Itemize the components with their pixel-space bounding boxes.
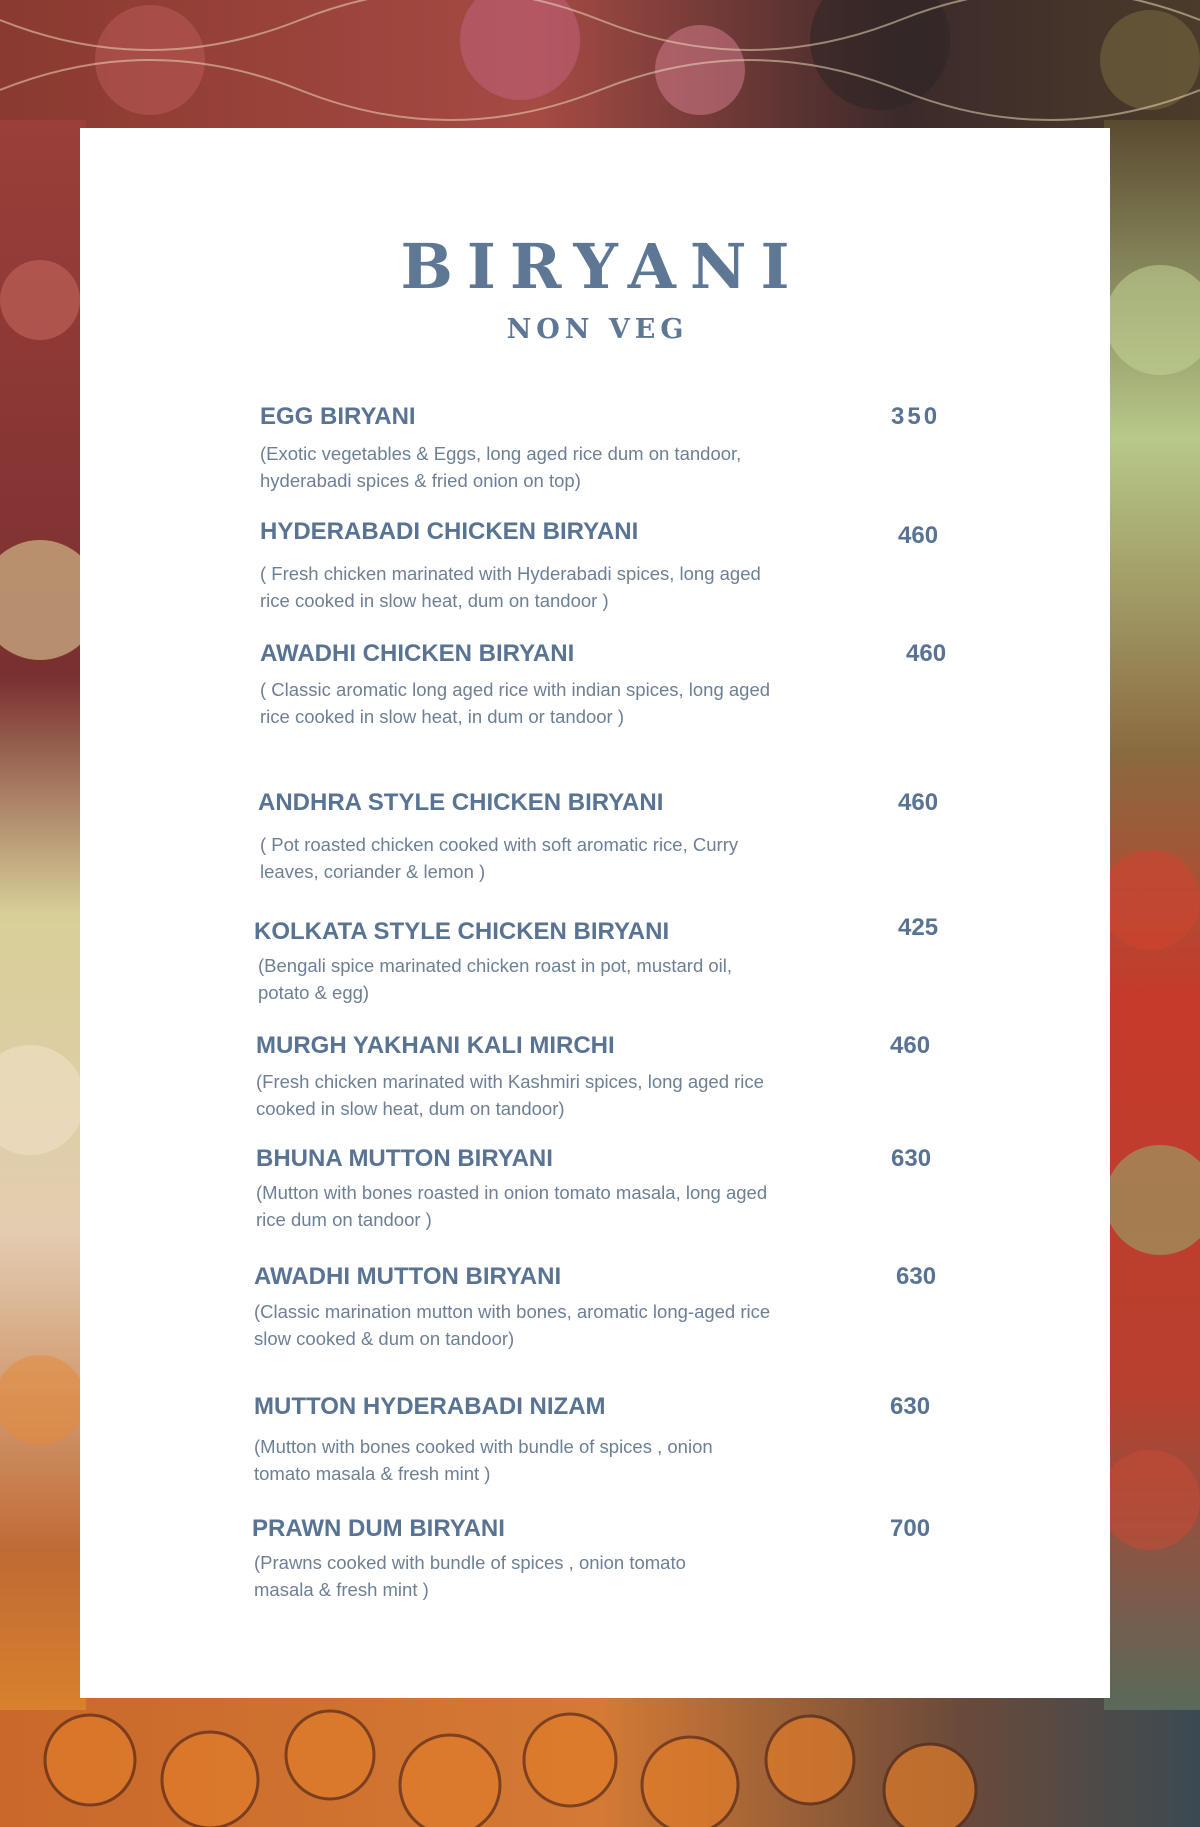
item-name: EGG BIRYANI (260, 403, 416, 430)
item-description: (Bengali spice marinated chicken roast in pot, mustard oil, potato & egg) (258, 955, 733, 1003)
item-price: 630 (896, 1263, 937, 1290)
item-name: PRAWN DUM BIRYANI (252, 1515, 505, 1542)
item-description: (Mutton with bones cooked with bundle of spices , onion tomato masala & fresh mint ) (254, 1436, 713, 1484)
item-price: 700 (890, 1515, 931, 1542)
item-name: AWADHI CHICKEN BIRYANI (260, 640, 575, 667)
item-price: 460 (898, 789, 939, 816)
menu-subtitle: NON VEG (506, 314, 689, 345)
menu-item-hyderabadi-chicken-biryani (80, 518, 1110, 658)
item-name: ANDHRA STYLE CHICKEN BIRYANI (258, 789, 664, 816)
menu-item-mutton-hyderabadi-nizam (80, 1393, 1110, 1533)
menu-title: BIRYANI (400, 230, 804, 303)
item-description: (Fresh chicken marinated with Kashmiri spices, long aged rice cooked in slow heat, dum on tandoor) (256, 1071, 764, 1119)
item-description: (Prawns cooked with bundle of spices , onion tomato masala & fresh mint ) (254, 1552, 686, 1600)
menu-item-awadhi-chicken-biryani (80, 640, 1110, 780)
item-price: 460 (890, 1032, 931, 1059)
item-price: 350 (891, 403, 941, 430)
menu-item-awadhi-mutton-biryani (80, 1263, 1110, 1403)
item-price: 425 (898, 914, 939, 941)
item-name: BHUNA MUTTON BIRYANI (256, 1145, 553, 1172)
item-name: HYDERABADI CHICKEN BIRYANI (260, 518, 639, 545)
menu-item-andhra-style-chicken-biryani (80, 789, 1110, 929)
item-description: (Exotic vegetables & Eggs, long aged rice dum on tandoor, hyderabadi spices & fried onion on top) (260, 443, 742, 491)
menu-card (80, 128, 1110, 1698)
menu-item-prawn-dum-biryani (80, 1515, 1110, 1655)
item-description: ( Pot roasted chicken cooked with soft aromatic rice, Curry leaves, coriander & lemon ) (260, 834, 739, 882)
item-name: MURGH YAKHANI KALI MIRCHI (256, 1032, 615, 1059)
item-description: (Mutton with bones roasted in onion tomato masala, long aged rice dum on tandoor ) (256, 1182, 768, 1230)
item-price: 460 (906, 640, 947, 667)
item-name: MUTTON HYDERABADI NIZAM (254, 1393, 606, 1420)
item-name: AWADHI MUTTON BIRYANI (254, 1263, 562, 1290)
item-price: 630 (891, 1145, 932, 1172)
item-description: ( Classic aromatic long aged rice with indian spices, long aged rice cooked in slow heat, in dum or tandoor ) (260, 679, 771, 727)
item-description: ( Fresh chicken marinated with Hyderabadi spices, long aged rice cooked in slow heat, dum on tandoor ) (260, 563, 761, 611)
item-description: (Classic marination mutton with bones, aromatic long-aged rice slow cooked & dum on tandoor) (254, 1301, 771, 1349)
item-price: 460 (898, 522, 939, 549)
item-price: 630 (890, 1393, 931, 1420)
item-name: KOLKATA STYLE CHICKEN BIRYANI (254, 918, 670, 945)
